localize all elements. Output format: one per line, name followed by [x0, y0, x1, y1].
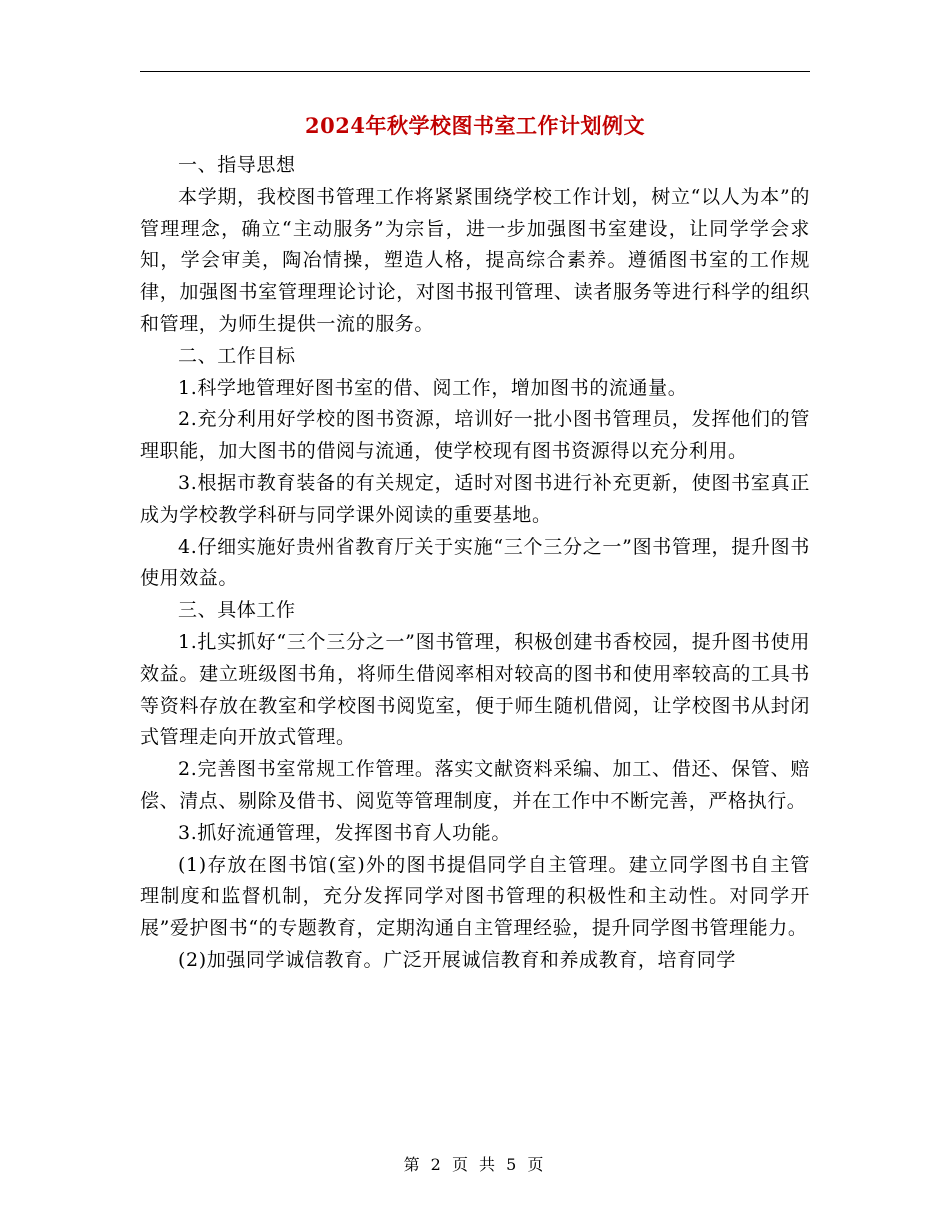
- page-number: 第 2 页 共 5 页: [403, 1155, 547, 1174]
- paragraph: (2)加强同学诚信教育。广泛开展诚信教育和养成教育，培育同学: [178, 948, 736, 971]
- paragraph: 本学期，我校图书管理工作将紧紧围绕学校工作计划，树立“以人为本”的管理理念，确立“主动服务”为宗旨，进一步加强图书室建设，让同学学会求知，学会审美，陶冶情操，塑造人格，提高综合素养。遵循图书室的工作规律，加强图书室管理理论讨论，对图书报刊管理、读者服务等进行科学的组织和管理，为师生提供一流的服务。: [140, 185, 810, 335]
- paragraph: 3.根据市教育装备的有关规定，适时对图书进行补充更新，使图书室真正成为学校教学科研与同学课外阅读的重要基地。: [140, 471, 810, 526]
- paragraph: (1)存放在图书馆(室)外的图书提倡同学自主管理。建立同学图书自主管理制度和监督机制，充分发挥同学对图书管理的积极性和主动性。对同学开展”爱护图书“的专题教育，定期沟通自主管理经验，提升同学图书管理能力。: [140, 853, 810, 940]
- section-heading-guiding-ideology: 一、指导思想: [178, 154, 296, 176]
- paragraph: 1.科学地管理好图书室的借、阅工作，增加图书的流通量。: [178, 376, 688, 399]
- document-title: 2024年秋学校图书室工作计划例文: [305, 113, 645, 138]
- paragraph: 2.完善图书室常规工作管理。落实文献资料采编、加工、借还、保管、赔偿、清点、剔除及借书、阅览等管理制度，并在工作中不断完善，严格执行。: [140, 758, 810, 812]
- header-rule: [140, 71, 810, 72]
- paragraph: 1.扎实抓好“三个三分之一”图书管理，积极创建书香校园，提升图书使用效益。建立班级图书角，将师生借阅率相对较高的图书和使用率较高的工具书等资料存放在教室和学校图书阅览室，便于师生随机借阅，让学校图书从封闭式管理走向开放式管理。: [140, 630, 810, 749]
- paragraph: 4.仔细实施好贵州省教育厅关于实施“三个三分之一”图书管理，提升图书使用效益。: [140, 535, 810, 590]
- paragraph: 3.抓好流通管理，发挥图书育人功能。: [178, 821, 511, 844]
- document-body: [140, 150, 810, 977]
- paragraph: 2.充分利用好学校的图书资源，培训好一批小图书管理员，发挥他们的管理职能，加大图书的借阅与流通，使学校现有图书资源得以充分利用。: [140, 408, 810, 463]
- section-heading-work-goals: 二、工作目标: [178, 344, 296, 367]
- section-heading-specific-work: 三、具体工作: [178, 599, 296, 622]
